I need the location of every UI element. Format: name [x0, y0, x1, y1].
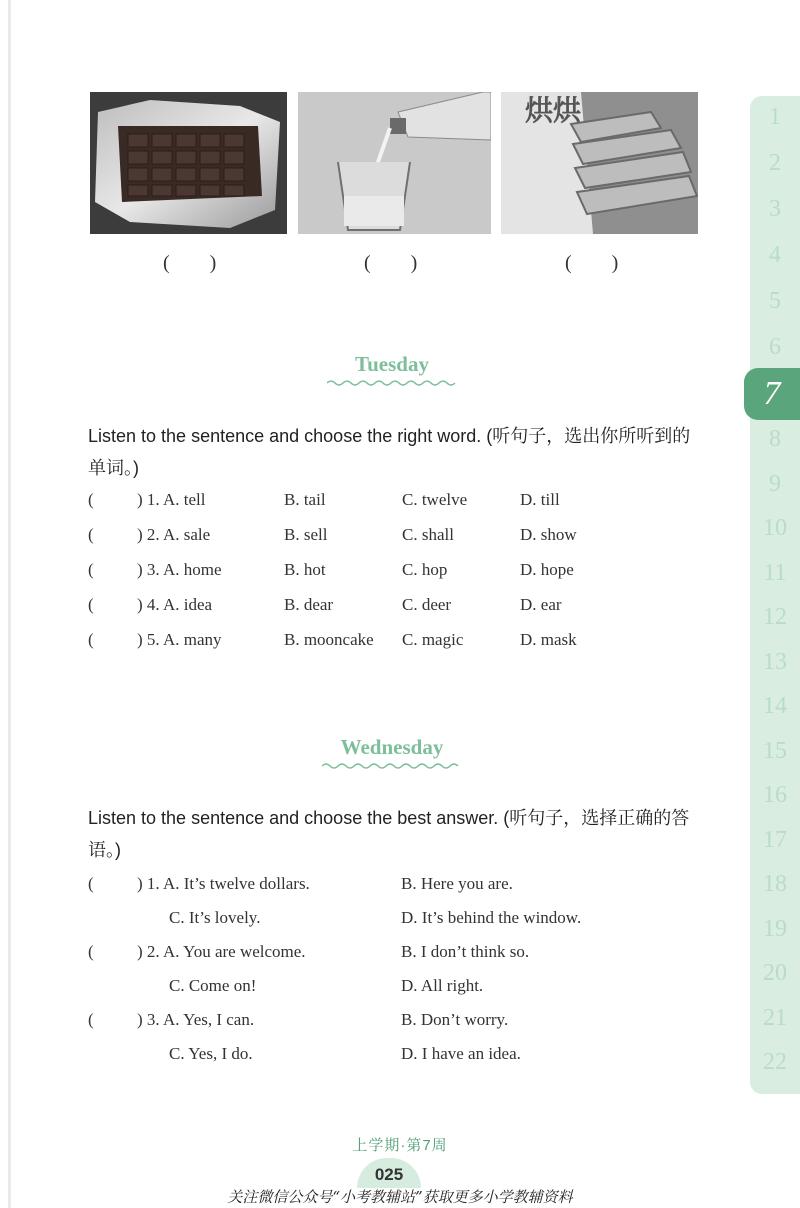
option-a[interactable]: ) 5. A. many: [137, 630, 222, 649]
option-d[interactable]: D. mask: [520, 630, 577, 649]
pouring-water-photo: [298, 92, 491, 234]
tab-10[interactable]: 10: [763, 515, 787, 541]
option-c[interactable]: C. shall: [402, 525, 454, 544]
tab-20[interactable]: 20: [763, 960, 787, 986]
option-c[interactable]: C. It’s lovely.: [169, 908, 261, 927]
option-b[interactable]: B. dear: [284, 595, 334, 614]
open-paren: (: [88, 874, 94, 893]
open-paren: (: [88, 490, 94, 509]
option-d[interactable]: D. All right.: [401, 976, 484, 995]
option-a[interactable]: ) 1. A. It’s twelve dollars.: [137, 874, 310, 893]
tab-16[interactable]: 16: [763, 782, 787, 808]
tab-5[interactable]: 5: [769, 288, 781, 314]
option-b[interactable]: B. sell: [284, 525, 328, 544]
open-paren: (: [88, 630, 94, 649]
tuesday-heading: [322, 352, 462, 387]
tab-9[interactable]: 9: [769, 471, 781, 497]
week-tabs: [750, 96, 800, 1094]
open-paren: (: [88, 595, 94, 614]
option-a[interactable]: ) 3. A. home: [137, 560, 222, 579]
tab-4[interactable]: 4: [769, 242, 781, 268]
wavy-underline: [327, 379, 457, 387]
wednesday-instruction: Listen to the sentence and choose the best answer. (听句子，选择正确的答语。): [88, 808, 690, 860]
option-c[interactable]: C. magic: [402, 630, 464, 649]
option-d[interactable]: D. hope: [520, 560, 574, 579]
tab-3[interactable]: 3: [769, 196, 781, 222]
option-b[interactable]: B. tail: [284, 490, 326, 509]
option-a[interactable]: ) 1. A. tell: [137, 490, 206, 509]
tab-17[interactable]: 17: [763, 827, 787, 853]
option-c[interactable]: C. deer: [402, 595, 452, 614]
page-edge: [8, 0, 11, 1208]
wednesday-heading: [317, 735, 467, 770]
option-a[interactable]: ) 2. A. You are welcome.: [137, 942, 306, 961]
open-paren: (: [88, 942, 94, 961]
tab-11[interactable]: 11: [763, 560, 787, 586]
option-b[interactable]: B. mooncake: [284, 630, 374, 649]
tuesday-title: Tuesday: [355, 352, 429, 376]
tab-13[interactable]: 13: [763, 649, 787, 675]
wednesday-title: Wednesday: [340, 735, 444, 759]
tab-1[interactable]: 1: [769, 104, 781, 130]
promo-text: 关注微信公众号“小考教辅站”获取更多小学教辅资料: [227, 1188, 573, 1206]
option-b[interactable]: B. I don’t think so.: [401, 942, 530, 961]
option-d[interactable]: D. show: [520, 525, 577, 544]
tuesday-instruction: Listen to the sentence and choose the right word. (听句子，选出你所听到的单词。): [88, 426, 691, 478]
wavy-underline: [322, 762, 462, 770]
page-number: 025: [357, 1158, 421, 1188]
option-d[interactable]: D. It’s behind the window.: [401, 908, 582, 927]
option-d[interactable]: D. till: [520, 490, 560, 509]
tab-12[interactable]: 12: [763, 604, 787, 630]
option-b[interactable]: B. Don’t worry.: [401, 1010, 509, 1029]
tab-21[interactable]: 21: [763, 1005, 787, 1031]
svg-text:烘烘: 烘烘: [525, 95, 582, 126]
answer-blank-2[interactable]: ( ): [364, 252, 418, 274]
answer-blank-3[interactable]: ( ): [565, 252, 619, 274]
tab-15[interactable]: 15: [763, 738, 787, 764]
option-c[interactable]: C. twelve: [402, 490, 468, 509]
option-a[interactable]: ) 2. A. sale: [137, 525, 211, 544]
option-d[interactable]: D. ear: [520, 595, 562, 614]
tab-18[interactable]: 18: [763, 871, 787, 897]
option-a[interactable]: ) 3. A. Yes, I can.: [137, 1010, 255, 1029]
option-a[interactable]: ) 4. A. idea: [137, 595, 213, 614]
week-footer: 上学期·第7周: [352, 1137, 448, 1154]
open-paren: (: [88, 525, 94, 544]
tab-19[interactable]: 19: [763, 916, 787, 942]
option-b[interactable]: B. Here you are.: [401, 874, 513, 893]
chocolate-bar-photo: [90, 92, 287, 234]
option-d[interactable]: D. I have an idea.: [401, 1044, 521, 1063]
open-paren: (: [88, 560, 94, 579]
biscuits-photo: [501, 92, 698, 234]
option-c[interactable]: C. hop: [402, 560, 448, 579]
answer-blank-1[interactable]: ( ): [163, 252, 217, 274]
tab-8[interactable]: 8: [769, 426, 781, 452]
tab-14[interactable]: 14: [763, 693, 787, 719]
option-b[interactable]: B. hot: [284, 560, 326, 579]
tab-2[interactable]: 2: [769, 150, 781, 176]
open-paren: (: [88, 1010, 94, 1029]
tab-6[interactable]: 6: [769, 334, 781, 360]
tab-22[interactable]: 22: [763, 1049, 787, 1075]
tab-7[interactable]: 7: [744, 368, 800, 420]
option-c[interactable]: C. Yes, I do.: [169, 1044, 253, 1063]
option-c[interactable]: C. Come on!: [169, 976, 257, 995]
